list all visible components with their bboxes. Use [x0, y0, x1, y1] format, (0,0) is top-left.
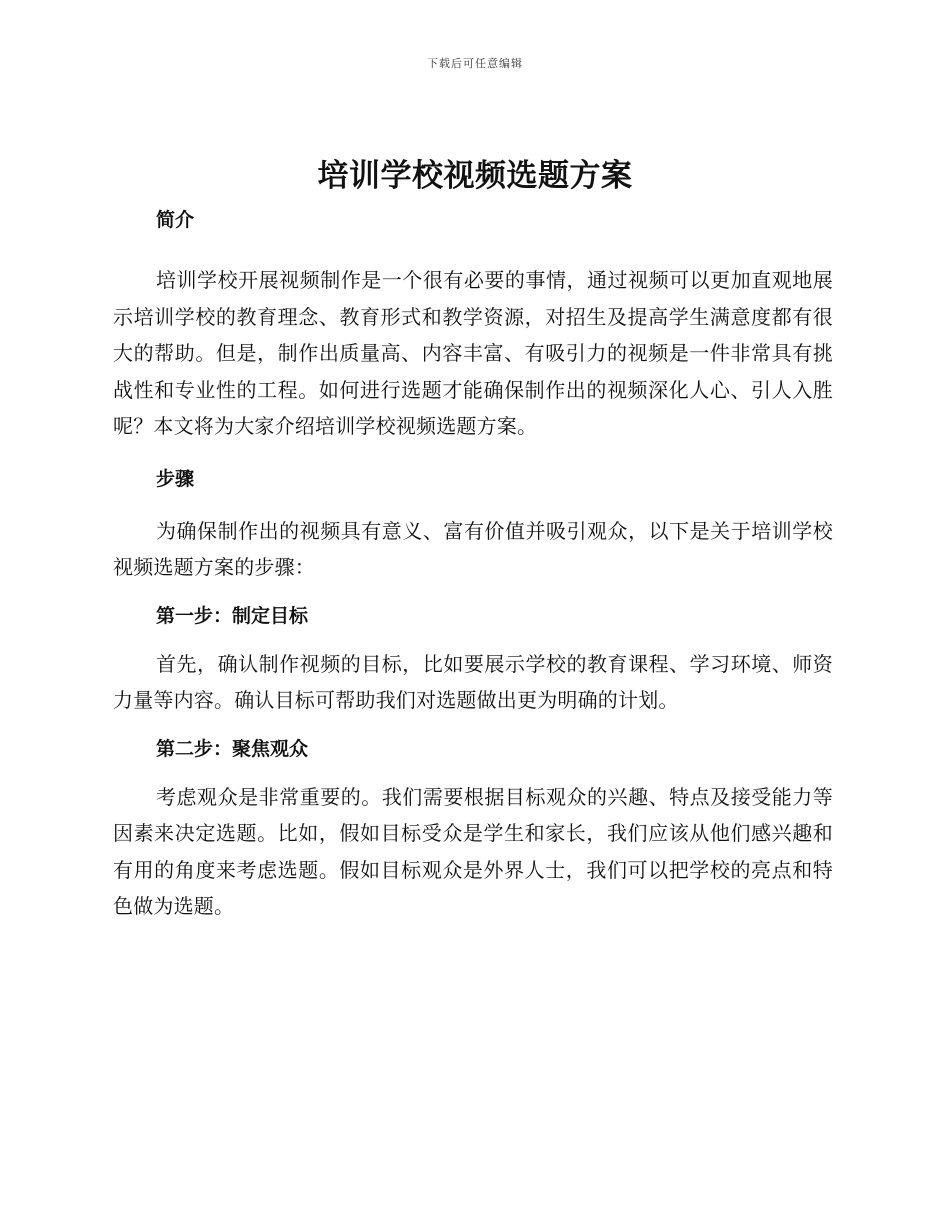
section-heading-intro: 简介 — [156, 209, 195, 231]
paragraph-step2: 考虑观众是非常重要的。我们需要根据目标观众的兴趣、特点及接受能力等因素来决定选题。比如，假如目标受众是学生和家长，我们应该从他们感兴趣和有用的角度来考虑选题。假如目标观众是外界人士，我们可以把学校的亮点和特色做为选题。 — [113, 784, 833, 918]
section-heading-step1: 第一步：制定目标 — [156, 604, 309, 627]
document-title: 培训学校视频选题方案 — [317, 158, 633, 194]
section-heading-step2: 第二步：聚焦观众 — [156, 737, 309, 760]
paragraph-step1: 首先，确认制作视频的目标，比如要展示学校的教育课程、学习环境、师资力量等内容。确认目标可帮助我们对选题做出更为明确的计划。 — [113, 651, 833, 712]
page-header-note: 下载后可任意编辑 — [427, 57, 523, 70]
document-body — [113, 200, 833, 925]
paragraph-steps: 为确保制作出的视频具有意义、富有价值并吸引观众，以下是关于培训学校视频选题方案的步骤： — [113, 518, 833, 579]
section-heading-steps: 步骤 — [156, 467, 195, 490]
paragraph-intro: 培训学校开展视频制作是一个很有必要的事情，通过视频可以更加直观地展示培训学校的教育理念、教育形式和教学资源，对招生及提高学生满意度都有很大的帮助。但是，制作出质量高、内容丰富、有吸引力的视频是一件非常具有挑战性和专业性的工程。如何进行选题才能确保制作出的视频深化人心、引人入胜呢？本文将为大家介绍培训学校视频选题方案。 — [113, 268, 833, 438]
